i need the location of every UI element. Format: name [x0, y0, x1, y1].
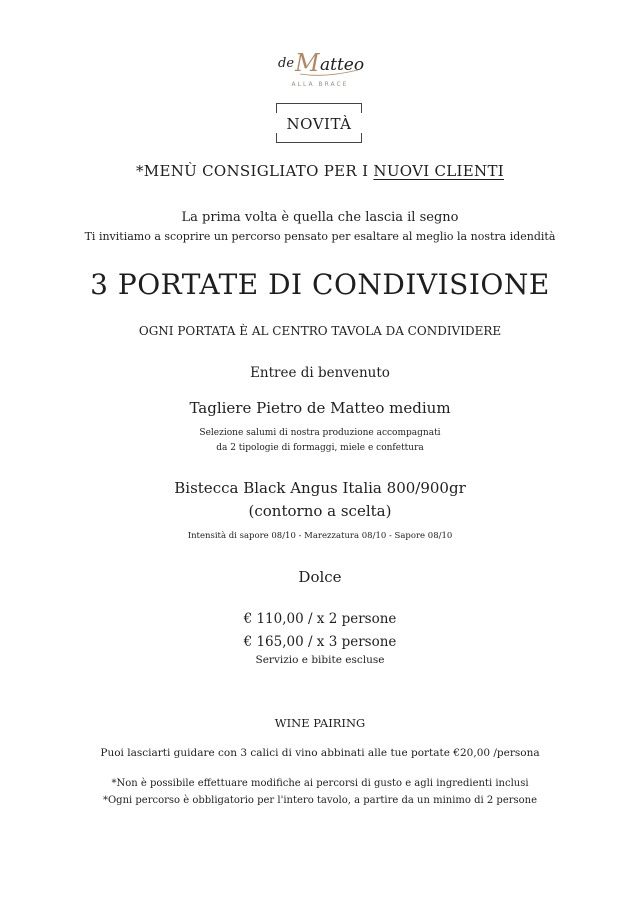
wine-text: Puoi lasciarti guidare con 3 calici di vino abbinati alle tue portate €20,00 /persona — [100, 747, 540, 759]
novita-badge — [276, 103, 362, 143]
recommended-highlight: NUOVI CLIENTI — [373, 162, 504, 180]
menu-subtitle: OGNI PORTATA È AL CENTRO TAVOLA DA CONDIVIDERE — [138, 324, 502, 338]
dessert-label: Dolce — [298, 568, 342, 586]
badge-bracket-bottom — [276, 133, 362, 143]
note-1: *Non è possibile effettuare modifiche ai percorsi di gusto e agli ingredienti inclusi — [111, 778, 529, 789]
course2-details: Intensità di sapore 08/10 - Marezzatura 08/10 - Sapore 08/10 — [187, 531, 453, 541]
svg-text:atteo: atteo — [320, 55, 365, 75]
svg-text:de: de — [278, 56, 295, 71]
brand-tagline: ALLA BRACE — [291, 81, 349, 88]
course1-desc-1: Selezione salumi di nostra produzione accompagnati — [199, 428, 441, 438]
entree-label: Entree di benvenuto — [250, 365, 390, 381]
course2-name: Bistecca Black Angus Italia 800/900gr — [174, 479, 466, 497]
wine-title: WINE PAIRING — [274, 716, 366, 730]
pricing-note: Servizio e bibite escluse — [255, 654, 385, 666]
course2-side: (contorno a scelta) — [248, 502, 392, 520]
course1-name: Tagliere Pietro de Matteo medium — [189, 399, 451, 417]
price-3-persons: € 165,00 / x 3 persone — [243, 634, 397, 650]
badge-label: NOVITÀ — [286, 115, 352, 133]
intro-line-1: La prima volta è quella che lascia il segno — [181, 210, 459, 225]
menu-title: 3 PORTATE DI CONDIVISIONE — [90, 268, 550, 301]
badge-bracket-top — [276, 103, 362, 113]
course1-desc-2: da 2 tipologie di formaggi, miele e confettura — [216, 443, 424, 453]
intro-line-2: Ti invitiamo a scoprire un percorso pensato per esaltare al meglio la nostra idendità — [84, 230, 556, 243]
recommended-heading — [0, 163, 640, 180]
note-2: *Ogni percorso è obbligatorio per l'intero tavolo, a partire da un minimo di 2 persone — [102, 795, 538, 806]
brand-logo — [270, 40, 370, 92]
recommended-prefix: *MENÙ CONSIGLIATO PER I — [135, 162, 374, 180]
logo-mark — [270, 40, 370, 82]
svg-text:M: M — [295, 49, 320, 77]
price-2-persons: € 110,00 / x 2 persone — [243, 611, 397, 627]
